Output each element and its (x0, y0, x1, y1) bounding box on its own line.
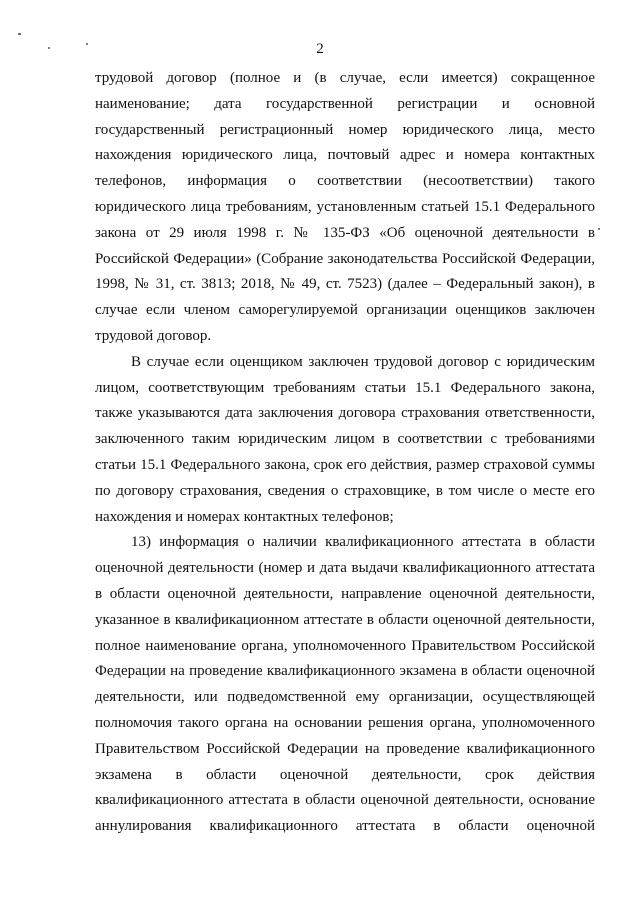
paragraph-item-13: 13) информация о наличии квалификационного аттестата в области оценочной деятельности (номер и дата выдачи квалификационного аттестата в области оценочной деятельности, направление оценочной деятельности, указанное в квалификационном аттестате в области оценочной деятельности, полное наименование органа, уполномоченного Правительством Российской Федерации на проведение квалификационного экзамена в области оценочной деятельности, или подведомственной ему организации, осуществляющей полномочия такого органа на основании решения органа, уполномоченного Правительством Российской Федерации на проведение квалификационного экзамена в области оценочной деятельности, срок действия квалификационного аттестата в области оценочной деятельности, основание аннулирования квалификационного аттестата в области оценочной (95, 534, 595, 835)
scan-speck (598, 228, 600, 230)
document-body (95, 66, 595, 840)
scan-speck (18, 33, 21, 35)
paragraph-continuation: трудовой договор (полное и (в случае, если имеется) сокращенное наименование; дата государственной регистрации и основной государственный регистрационный номер юридического лица, место нахождения юридического лица, почтовый адрес и номера контактных телефонов, информация о соответствии (несоответствии) такого юридического лица требованиям, установленным статьей 15.1 Федерального закона от 29 июля 1998 г. № 135-ФЗ «Об оценочной деятельности в Российской Федерации» (Собрание законодательства Российской Федерации, 1998, № 31, ст. 3813; 2018, № 49, ст. 7523) (далее – Федеральный закон), в случае если членом саморегулируемой организации оценщиков заключен трудовой договор. (95, 70, 595, 344)
paragraph-insurance: В случае если оценщиком заключен трудовой договор с юридическим лицом, соответствующим требованиям статьи 15.1 Федерального закона, также указываются дата заключения договора страхования ответственности, заключенного таким юридическим лицом в соответствии с требованиями статьи 15.1 Федерального закона, срок его действия, размер страховой суммы по договору страхования, сведения о страховщике, в том числе о месте его нахождения и номерах контактных телефонов; (95, 353, 595, 525)
page-number: 2 (316, 41, 324, 57)
